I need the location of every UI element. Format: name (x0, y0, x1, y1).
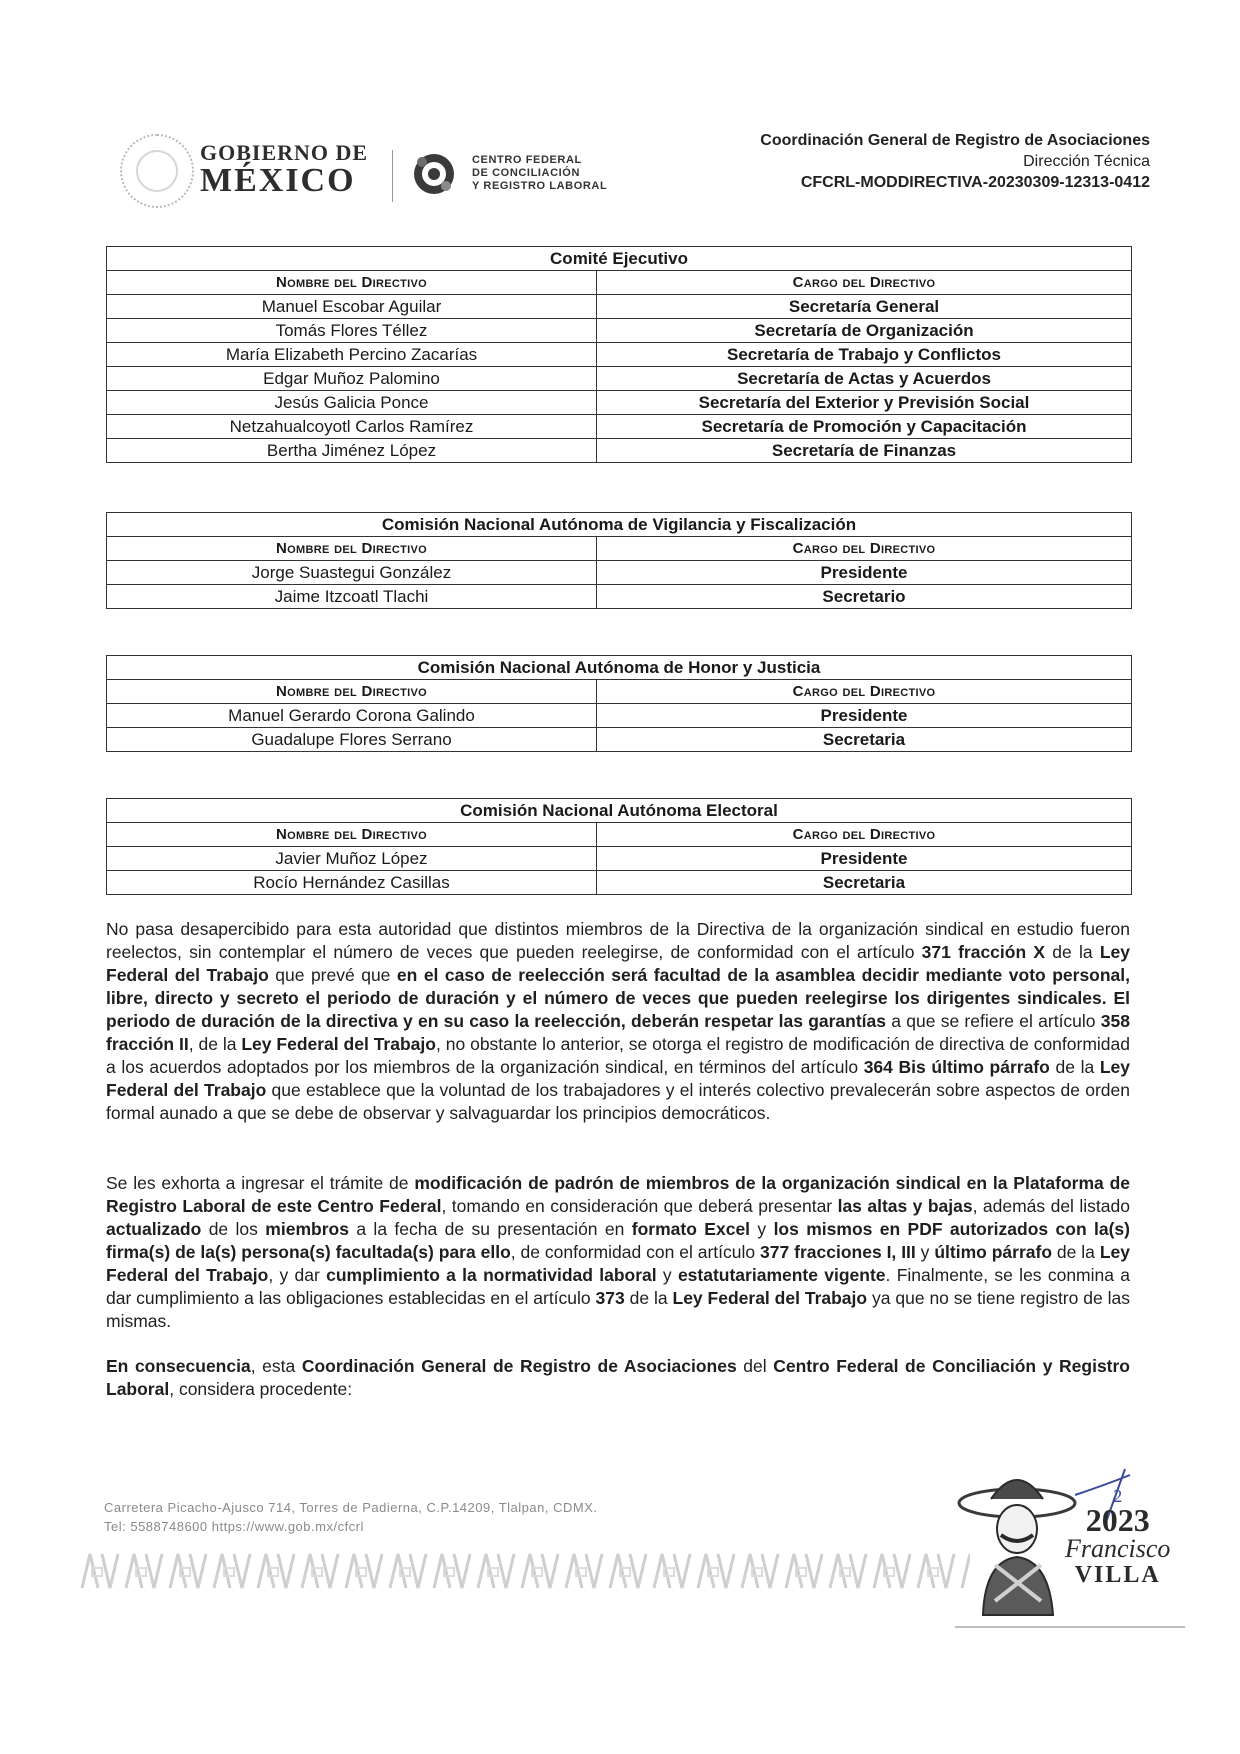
cargo-cell: Secretaría General (597, 295, 1132, 319)
text-run: ya que no se tiene registro de las mismas. (106, 1288, 1130, 1331)
table-row (107, 704, 1132, 728)
table-row (107, 439, 1132, 463)
text-run: y (750, 1219, 774, 1239)
table-row (107, 585, 1132, 609)
text-run: de la (624, 1288, 673, 1308)
bold-run: modificación de padrón de miembros de la organización sindical en la Plataforma de Registro Laboral de este Centro Federal (106, 1173, 1130, 1216)
contact-line: Tel: 5588748600 https://www.gob.mx/cfcrl (104, 1519, 364, 1534)
directiva-table-vigilancia (106, 512, 1132, 609)
body-paragraph-reeleccion (106, 918, 1130, 1125)
nombre-cell: María Elizabeth Percino Zacarías (107, 343, 597, 367)
nombre-cell: Tomás Flores Téllez (107, 319, 597, 343)
gob-line2: MÉXICO (200, 162, 356, 199)
bold-run: Ley Federal del Trabajo (106, 1242, 1130, 1285)
table-title: Comisión Nacional Autónoma de Vigilancia y Fiscalización (107, 513, 1132, 537)
nombre-cell: Jorge Suastegui González (107, 561, 597, 585)
table-title: Comisión Nacional Autónoma Electoral (107, 799, 1132, 823)
text-run: , de la (188, 1034, 242, 1054)
text-run: a que se refiere el artículo (886, 1011, 1101, 1031)
text-run: , considera procedente: (169, 1379, 353, 1399)
text-run: de la (1049, 1057, 1100, 1077)
bold-run: Coordinación General de Registro de Asociaciones (301, 1356, 737, 1376)
footer-address (104, 1498, 597, 1536)
text-run: , además del listado (972, 1196, 1130, 1216)
gobierno-de-mexico-logo (120, 132, 608, 202)
table-title: Comisión Nacional Autónoma de Honor y Justicia (107, 656, 1132, 680)
nombre-cell: Edgar Muñoz Palomino (107, 367, 597, 391)
bold-run: miembros (265, 1219, 349, 1239)
cargo-cell: Secretaría del Exterior y Previsión Social (597, 391, 1132, 415)
bold-run: 371 fracción X (921, 942, 1046, 962)
direction-name: Dirección Técnica (1023, 153, 1150, 170)
badge-name-last: VILLA (1074, 1562, 1161, 1588)
table-row (107, 367, 1132, 391)
column-header-nombre: Nombre del Directivo (107, 537, 597, 561)
badge-name-first: Francisco (1065, 1534, 1171, 1563)
text-run: , de conformidad con el artículo (510, 1242, 761, 1262)
cf-line3: Y REGISTRO LABORAL (472, 180, 608, 192)
cargo-cell: Secretaria (597, 871, 1132, 895)
anio-francisco-villa-badge (1065, 1488, 1170, 1588)
bold-run: en el caso de reelección será facultad de la asamblea decidir mediante voto personal, libre, directo y secreto el periodo de duración y el número de veces que pueden reelegirse los dirigentes sindicales. El periodo de duración de la directiva y en su caso la reelección, deberán respetar las garantías (106, 965, 1131, 1031)
table-title: Comité Ejecutivo (107, 247, 1132, 271)
cfcrl-logo-icon (412, 152, 456, 196)
bold-run: los mismos en PDF autorizados con la(s) firma(s) de la(s) persona(s) facultada(s) para ello (106, 1219, 1130, 1262)
page-header (110, 120, 1150, 210)
directiva-table-comite-ejecutivo (106, 246, 1132, 463)
table-row (107, 728, 1132, 752)
text-run: Se les exhorta a ingresar el trámite de (106, 1173, 415, 1193)
logo-divider (392, 150, 393, 202)
cargo-cell: Secretaría de Organización (597, 319, 1132, 343)
nombre-cell: Manuel Gerardo Corona Galindo (107, 704, 597, 728)
cargo-cell: Presidente (597, 704, 1132, 728)
cargo-cell: Secretaria (597, 728, 1132, 752)
directiva-table-honor-justicia (106, 655, 1132, 752)
nombre-cell: Bertha Jiménez López (107, 439, 597, 463)
bold-run: Ley Federal del Trabajo (106, 942, 1130, 985)
column-header-nombre: Nombre del Directivo (107, 823, 597, 847)
text-run: a la fecha de su presentación en (348, 1219, 632, 1239)
table-row (107, 295, 1132, 319)
text-run: del (736, 1356, 774, 1376)
cfcrl-logo-text (472, 154, 607, 193)
table-row (107, 319, 1132, 343)
column-header-nombre: Nombre del Directivo (107, 680, 597, 704)
text-run: de la (1045, 942, 1100, 962)
gob-line1: GOBIERNO DE (200, 140, 369, 165)
text-run: de los (201, 1219, 266, 1239)
text-run: . Finalmente, se les conmina a dar cumplimiento a las obligaciones establecidas en el artículo (106, 1265, 1130, 1308)
column-header-cargo: Cargo del Directivo (597, 271, 1132, 295)
bold-run: Ley Federal del Trabajo (106, 1057, 1130, 1100)
text-run: , esta (250, 1356, 302, 1376)
bold-run: 377 fracciones I, III (760, 1242, 916, 1262)
cargo-cell: Secretaría de Finanzas (597, 439, 1132, 463)
cargo-cell: Secretaría de Actas y Acuerdos (597, 367, 1132, 391)
text-run: y (915, 1242, 935, 1262)
bold-run: 373 (595, 1288, 625, 1308)
table-row (107, 847, 1132, 871)
column-header-cargo: Cargo del Directivo (597, 537, 1132, 561)
nombre-cell: Guadalupe Flores Serrano (107, 728, 597, 752)
text-run: , y dar (268, 1265, 327, 1285)
bold-run: 358 fracción II (106, 1011, 1130, 1054)
bold-run: estatutariamente vigente (677, 1265, 886, 1285)
nombre-cell: Netzahualcoyotl Carlos Ramírez (107, 415, 597, 439)
nombre-cell: Javier Muñoz López (107, 847, 597, 871)
bold-run: actualizado (106, 1219, 202, 1239)
text-run: y (656, 1265, 678, 1285)
body-paragraph-consecuencia (106, 1355, 1130, 1401)
table-row (107, 343, 1132, 367)
header-reference (760, 130, 1150, 193)
text-run: que prevé que (268, 965, 397, 985)
folio-number: CFCRL-MODDIRECTIVA-20230309-12313-0412 (800, 174, 1150, 191)
body-paragraph-exhorto (106, 1172, 1130, 1333)
bold-run: Centro Federal de Conciliación y Registro Laboral (106, 1356, 1130, 1399)
table-row (107, 871, 1132, 895)
address-line: Carretera Picacho-Ajusco 714, Torres de Padierna, C.P.14209, Tlalpan, CDMX. (104, 1500, 598, 1515)
nombre-cell: Jaime Itzcoatl Tlachi (107, 585, 597, 609)
cargo-cell: Secretario (597, 585, 1132, 609)
text-run: , tomando en consideración que deberá presentar (441, 1196, 838, 1216)
nombre-cell: Rocío Hernández Casillas (107, 871, 597, 895)
nombre-cell: Manuel Escobar Aguilar (107, 295, 597, 319)
bold-run: Ley Federal del Trabajo (672, 1288, 868, 1308)
nombre-cell: Jesús Galicia Ponce (107, 391, 597, 415)
mexico-seal-icon (120, 134, 194, 208)
badge-year: 2023 (1085, 1502, 1150, 1538)
column-header-nombre: Nombre del Directivo (107, 271, 597, 295)
bold-run: las altas y bajas (837, 1196, 973, 1216)
text-run: de la (1052, 1242, 1100, 1262)
greca-band-icon (80, 1550, 970, 1592)
cargo-cell: Presidente (597, 847, 1132, 871)
cf-line1: CENTRO FEDERAL (472, 154, 582, 166)
column-header-cargo: Cargo del Directivo (597, 823, 1132, 847)
bold-run: En consecuencia (106, 1356, 251, 1376)
text-run: que establece que la voluntad de los trabajadores y el interés colectivo prevalecerán sobre aspectos de orden formal aunado a que se debe de observar y salvaguardar los principios democráticos. (106, 1080, 1130, 1123)
table-row (107, 391, 1132, 415)
cargo-cell: Presidente (597, 561, 1132, 585)
table-row (107, 561, 1132, 585)
table-row (107, 415, 1132, 439)
text-run: , no obstante lo anterior, se otorga el registro de modificación de directiva de conformidad a los acuerdos adoptados por los miembros de la organización sindical, en términos del artículo (106, 1034, 1130, 1077)
bold-run: Ley Federal del Trabajo (241, 1034, 436, 1054)
bold-run: último párrafo (934, 1242, 1053, 1262)
page-number: 2 (1113, 1486, 1123, 1506)
column-header-cargo: Cargo del Directivo (597, 680, 1132, 704)
cargo-cell: Secretaría de Trabajo y Conflictos (597, 343, 1132, 367)
coordination-name: Coordinación General de Registro de Asociaciones (760, 132, 1150, 149)
text-run: No pasa desapercibido para esta autoridad que distintos miembros de la Directiva de la organización sindical en estudio fueron reelectos, sin contemplar el número de veces que pueden reelegirse, de conformidad con el artículo (106, 919, 1130, 962)
bold-run: formato Excel (631, 1219, 751, 1239)
cargo-cell: Secretaría de Promoción y Capacitación (597, 415, 1132, 439)
bold-run: cumplimiento a la normatividad laboral (326, 1265, 657, 1285)
bold-run: 364 Bis último párrafo (863, 1057, 1050, 1077)
cf-line2: DE CONCILIACIÓN (472, 167, 580, 179)
directiva-table-electoral (106, 798, 1132, 895)
